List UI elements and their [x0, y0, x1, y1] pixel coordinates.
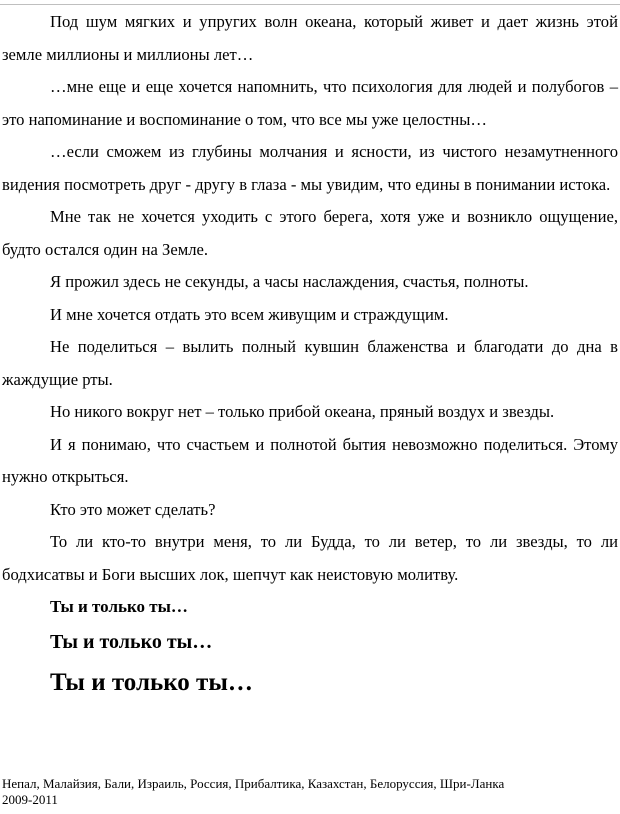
paragraph: Но никого вокруг нет – только прибой океана, пряный воздух и звезды.: [50, 402, 555, 421]
paragraph: Под шум мягких и упругих волн океана, который живет и дает жизнь этой земле миллионы и миллионы лет…: [2, 12, 618, 64]
paragraph: И я понимаю, что счастьем и полнотой бытия невозможно поделиться. Этому нужно открыться.: [2, 434, 618, 486]
page-body: [0, 6, 620, 703]
footer-years: 2009-2011: [2, 792, 58, 807]
paragraph: …если сможем из глубины молчания и ясности, из чистого незамутненного видения посмотреть друг - другу в глаза - мы увидим, что едины в понимании истока.: [2, 142, 618, 194]
refrain-line-large: Ты и только ты…: [50, 669, 253, 696]
footer-places: Непал, Малайзия, Бали, Израиль, Россия, Прибалтика, Казахстан, Белоруссия, Шри-Ланка: [2, 776, 505, 791]
paragraph: Мне так не хочется уходить с этого берега, хотя уже и возникло ощущение, будто остался один на Земле.: [2, 207, 618, 259]
top-divider: [0, 4, 620, 5]
paragraph: Не поделиться – вылить полный кувшин блаженства и благодати до дна в жаждущие рты.: [2, 337, 618, 389]
refrain-line-small: Ты и только ты…: [50, 597, 188, 616]
paragraph: Кто это может сделать?: [50, 499, 216, 519]
paragraph: То ли кто-то внутри меня, то ли Будда, то ли ветер, то ли звезды, то ли бодхисатвы и Боги высших лок, шепчут как неистовую молитву.: [2, 532, 618, 584]
refrain-line-medium: Ты и только ты…: [50, 631, 213, 653]
paragraph: И мне хочется отдать это всем живущим и страждущим.: [50, 304, 449, 324]
paragraph: …мне еще и еще хочется напомнить, что психология для людей и полубогов – это напоминание и воспоминание о том, что все мы уже целостны…: [2, 77, 618, 129]
paragraph: Я прожил здесь не секунды, а часы наслаждения, счастья, полноты.: [50, 272, 529, 291]
page-footer: [2, 776, 618, 808]
